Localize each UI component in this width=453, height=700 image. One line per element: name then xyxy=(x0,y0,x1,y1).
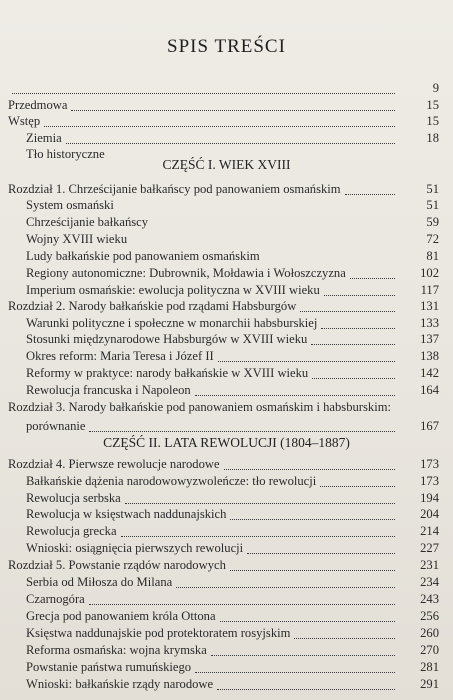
leader-dots xyxy=(345,178,395,195)
toc-entry xyxy=(0,146,453,162)
toc-entry-label: Grecja pod panowaniem króla Ottona xyxy=(26,609,216,623)
toc-entry-page: 133 xyxy=(420,316,439,330)
toc-entry-label: Rewolucja w księstwach naddunajskich xyxy=(26,507,227,521)
leader-dots xyxy=(217,673,395,690)
page-title: SPIS TREŚCI xyxy=(167,36,286,57)
toc-entry-label: Księstwa naddunajskie pod protektoratem rosyjskim xyxy=(26,626,291,640)
toc-entry-page: 227 xyxy=(420,541,439,555)
leader-dots xyxy=(294,622,395,639)
toc-entry-page: 59 xyxy=(426,215,439,229)
leader-dots xyxy=(12,77,395,94)
toc-entry-label: Rewolucja serbska xyxy=(26,491,121,505)
leader-dots xyxy=(176,571,395,588)
toc-entry xyxy=(0,181,453,197)
leader-dots xyxy=(195,379,395,396)
leader-dots xyxy=(89,588,395,605)
toc-entry-page: 173 xyxy=(420,474,439,488)
toc-entry-page: 117 xyxy=(420,283,439,297)
toc-entry-page: 243 xyxy=(420,592,439,606)
toc-entry-label: Ludy bałkańskie pod panowaniem osmańskim xyxy=(26,249,260,263)
toc-entry-label: Rewolucja grecka xyxy=(26,524,117,538)
leader-dots xyxy=(247,537,395,554)
toc-entry-label: Reformy w praktyce: narody bałkańskie w XVIII wieku xyxy=(26,366,309,380)
toc-entry-label: Regiony autonomiczne: Dubrownik, Mołdawia i Wołoszczyzna xyxy=(26,266,346,280)
leader-dots xyxy=(350,262,395,279)
toc-entry xyxy=(0,676,453,692)
toc-entry-label: Powstanie państwa rumuńskiego xyxy=(26,660,192,674)
leader-dots xyxy=(312,362,395,379)
toc-entry-page: 204 xyxy=(420,507,439,521)
leader-dots xyxy=(230,554,395,571)
part-heading-2: CZĘŚĆ II. LATA REWOLUCJI (1804–1887) xyxy=(103,435,350,450)
toc-entry-label: Wojny XVIII wieku xyxy=(26,232,128,246)
toc-entry xyxy=(0,399,453,415)
toc-entry-page: 231 xyxy=(420,558,439,572)
toc-entry-page: 138 xyxy=(420,349,439,363)
toc-entry-label: Ziemia xyxy=(26,131,62,145)
toc-entry-page: 260 xyxy=(420,626,439,640)
toc-entry-label: Wnioski: osiągnięcia pierwszych rewolucji xyxy=(26,541,244,555)
toc-entry-label: System osmański xyxy=(26,198,114,212)
toc-entry xyxy=(0,214,453,230)
toc-entry-page: 173 xyxy=(420,457,439,471)
toc-entry-page: 137 xyxy=(420,332,439,346)
leader-dots xyxy=(320,470,395,487)
toc-entry-label: Warunki polityczne i społeczne w monarchii habsburskiej xyxy=(26,316,318,330)
leader-dots xyxy=(321,312,395,329)
leader-dots xyxy=(324,279,395,296)
toc-entry-label: Czarnogóra xyxy=(26,592,85,606)
toc-entry-label: Rozdział 4. Pierwsze rewolucje narodowe xyxy=(8,457,220,471)
toc-entry-label: Reforma osmańska: wojna krymska xyxy=(26,643,207,657)
toc-entry-page: 51 xyxy=(426,198,439,212)
toc-entry-page: 281 xyxy=(420,660,439,674)
toc-entry xyxy=(0,382,453,398)
toc-entry-label: Chrześcijanie bałkańscy xyxy=(26,215,149,229)
leader-dots xyxy=(71,94,395,111)
leader-dots xyxy=(66,127,395,144)
leader-dots xyxy=(220,605,395,622)
toc-entry-page: 256 xyxy=(420,609,439,623)
toc-entry-page: 142 xyxy=(420,366,439,380)
toc-entry-page: 81 xyxy=(426,249,439,263)
toc-entry-page: 15 xyxy=(426,114,439,128)
toc-entry xyxy=(0,231,453,247)
toc-entry-page: 18 xyxy=(426,131,439,145)
toc-entry-label: Przedmowa xyxy=(8,98,68,112)
toc-entry-page: 102 xyxy=(420,266,439,280)
leader-dots xyxy=(230,503,395,520)
toc-entry-page: 291 xyxy=(420,677,439,691)
toc-entry-page: 270 xyxy=(420,643,439,657)
part-heading-1: CZĘŚĆ I. WIEK XVIII xyxy=(162,157,291,172)
toc-entry-page: 131 xyxy=(420,299,439,313)
leader-dots xyxy=(121,520,395,537)
toc-entry-page: 9 xyxy=(432,81,439,95)
toc-entry-page: 167 xyxy=(420,419,439,433)
toc-entry-label: porównanie xyxy=(26,419,86,433)
leader-dots xyxy=(125,487,395,504)
toc-entry-label: Okres reform: Maria Teresa i Józef II xyxy=(26,349,214,363)
toc-entry-page: 72 xyxy=(426,232,439,246)
leader-dots xyxy=(89,415,395,432)
toc-entry-page: 164 xyxy=(420,383,439,397)
toc-entry-label: Rozdział 3. Narody bałkańskie pod panowaniem osmańskim i habsburskim: xyxy=(8,400,391,414)
toc-entry-label: Wstęp xyxy=(8,114,41,128)
toc-entry-label: Bałkańskie dążenia narodowowyzwoleńcze: tło rewolucji xyxy=(26,474,317,488)
toc-entry xyxy=(0,197,453,213)
toc-entry-page: 194 xyxy=(420,491,439,505)
toc-entry-label: Stosunki międzynarodowe Habsburgów w XVIII wieku xyxy=(26,332,308,346)
toc-entry-label: Rozdział 1. Chrześcijanie bałkańscy pod panowaniem osmańskim xyxy=(8,182,341,196)
toc-entry-label: Rewolucja francuska i Napoleon xyxy=(26,383,191,397)
toc-entry xyxy=(0,418,453,434)
leader-dots xyxy=(311,328,395,345)
toc-entry-page: 51 xyxy=(426,182,439,196)
toc-entry-label: Wnioski: bałkańskie rządy narodowe xyxy=(26,677,214,691)
leader-dots xyxy=(300,295,395,312)
toc-entry-label: Rozdział 2. Narody bałkańskie pod rządami Habsburgów xyxy=(8,299,297,313)
leader-dots xyxy=(224,453,395,470)
leader-dots xyxy=(44,110,395,127)
toc-entry-label: Rozdział 5. Powstanie rządów narodowych xyxy=(8,558,226,572)
leader-dots xyxy=(195,656,395,673)
leader-dots xyxy=(218,345,395,362)
toc-entry-page: 214 xyxy=(420,524,439,538)
toc-entry-label: Imperium osmańskie: ewolucja polityczna w XVIII wieku xyxy=(26,283,320,297)
toc-entry-page: 15 xyxy=(426,98,439,112)
leader-dots xyxy=(211,639,395,656)
toc-entry xyxy=(0,130,453,146)
toc-entry-label: Serbia od Miłosza do Milana xyxy=(26,575,173,589)
toc-entry-page: 234 xyxy=(420,575,439,589)
toc-entry-label: Tło historyczne xyxy=(26,147,105,161)
